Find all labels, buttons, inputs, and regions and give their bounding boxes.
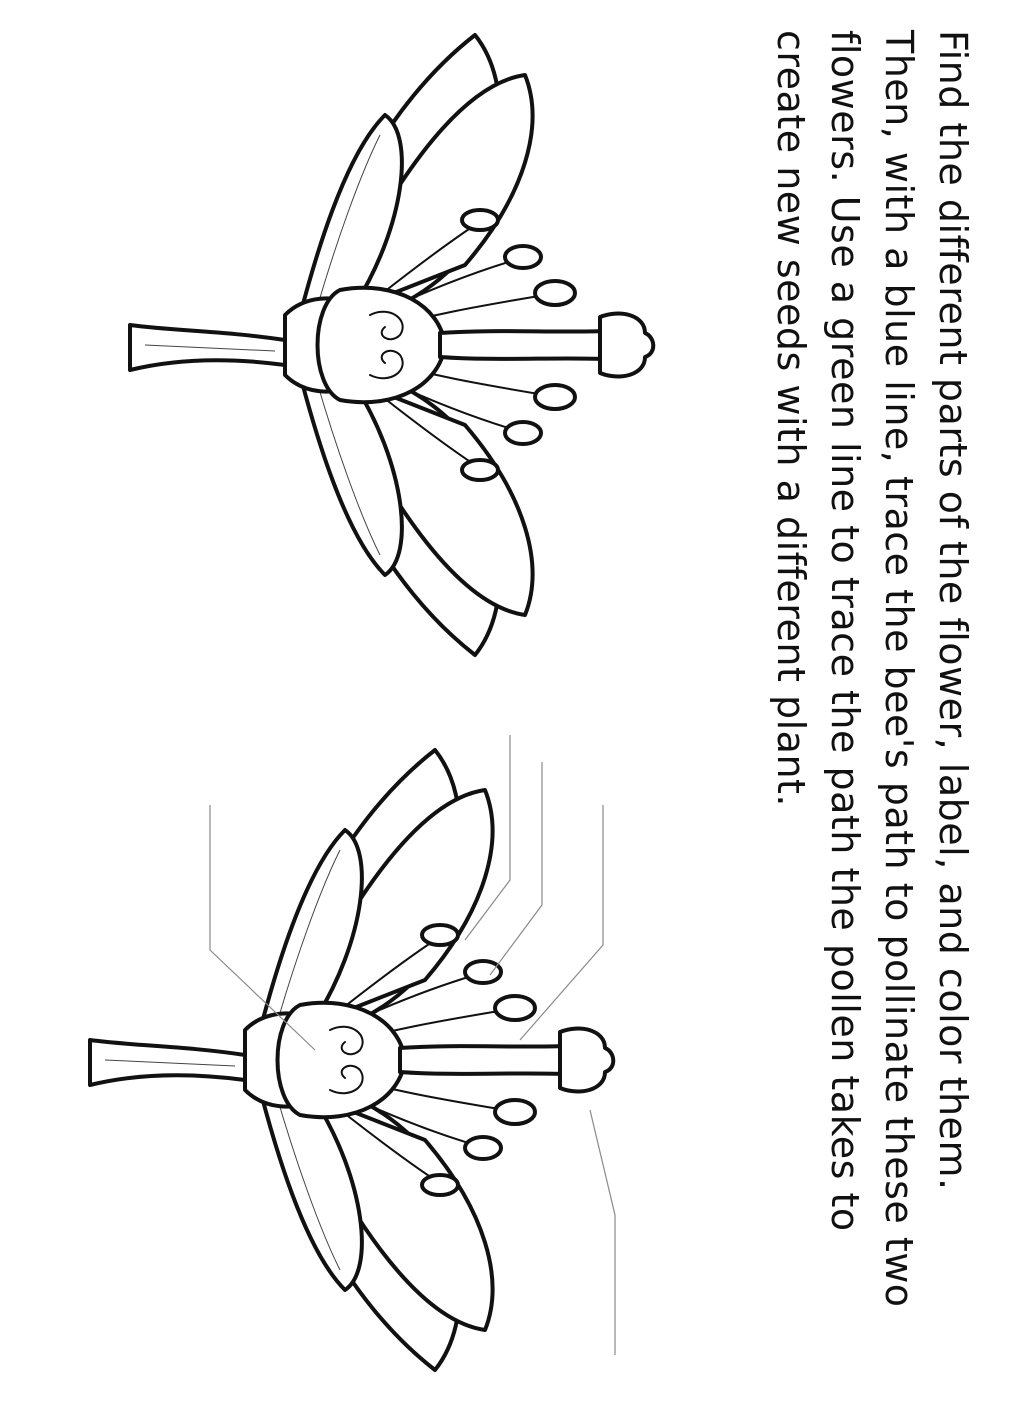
flower-diagram-bottom bbox=[90, 750, 613, 1370]
instruction-line-1: Find the different parts of the flower, label, and color them. bbox=[931, 30, 975, 1191]
instruction-line-4: create new seeds with a different plant. bbox=[769, 30, 813, 808]
flower-diagram-top bbox=[130, 35, 653, 655]
leader-line-anther-2 bbox=[490, 762, 542, 975]
instruction-line-2: Then, with a blue line, trace the bee's path to pollinate these two bbox=[877, 30, 921, 1308]
instruction-line-3: flowers. Use a green line to trace the path the pollen takes to bbox=[823, 30, 867, 1232]
leader-line-stigma bbox=[590, 1110, 615, 1355]
